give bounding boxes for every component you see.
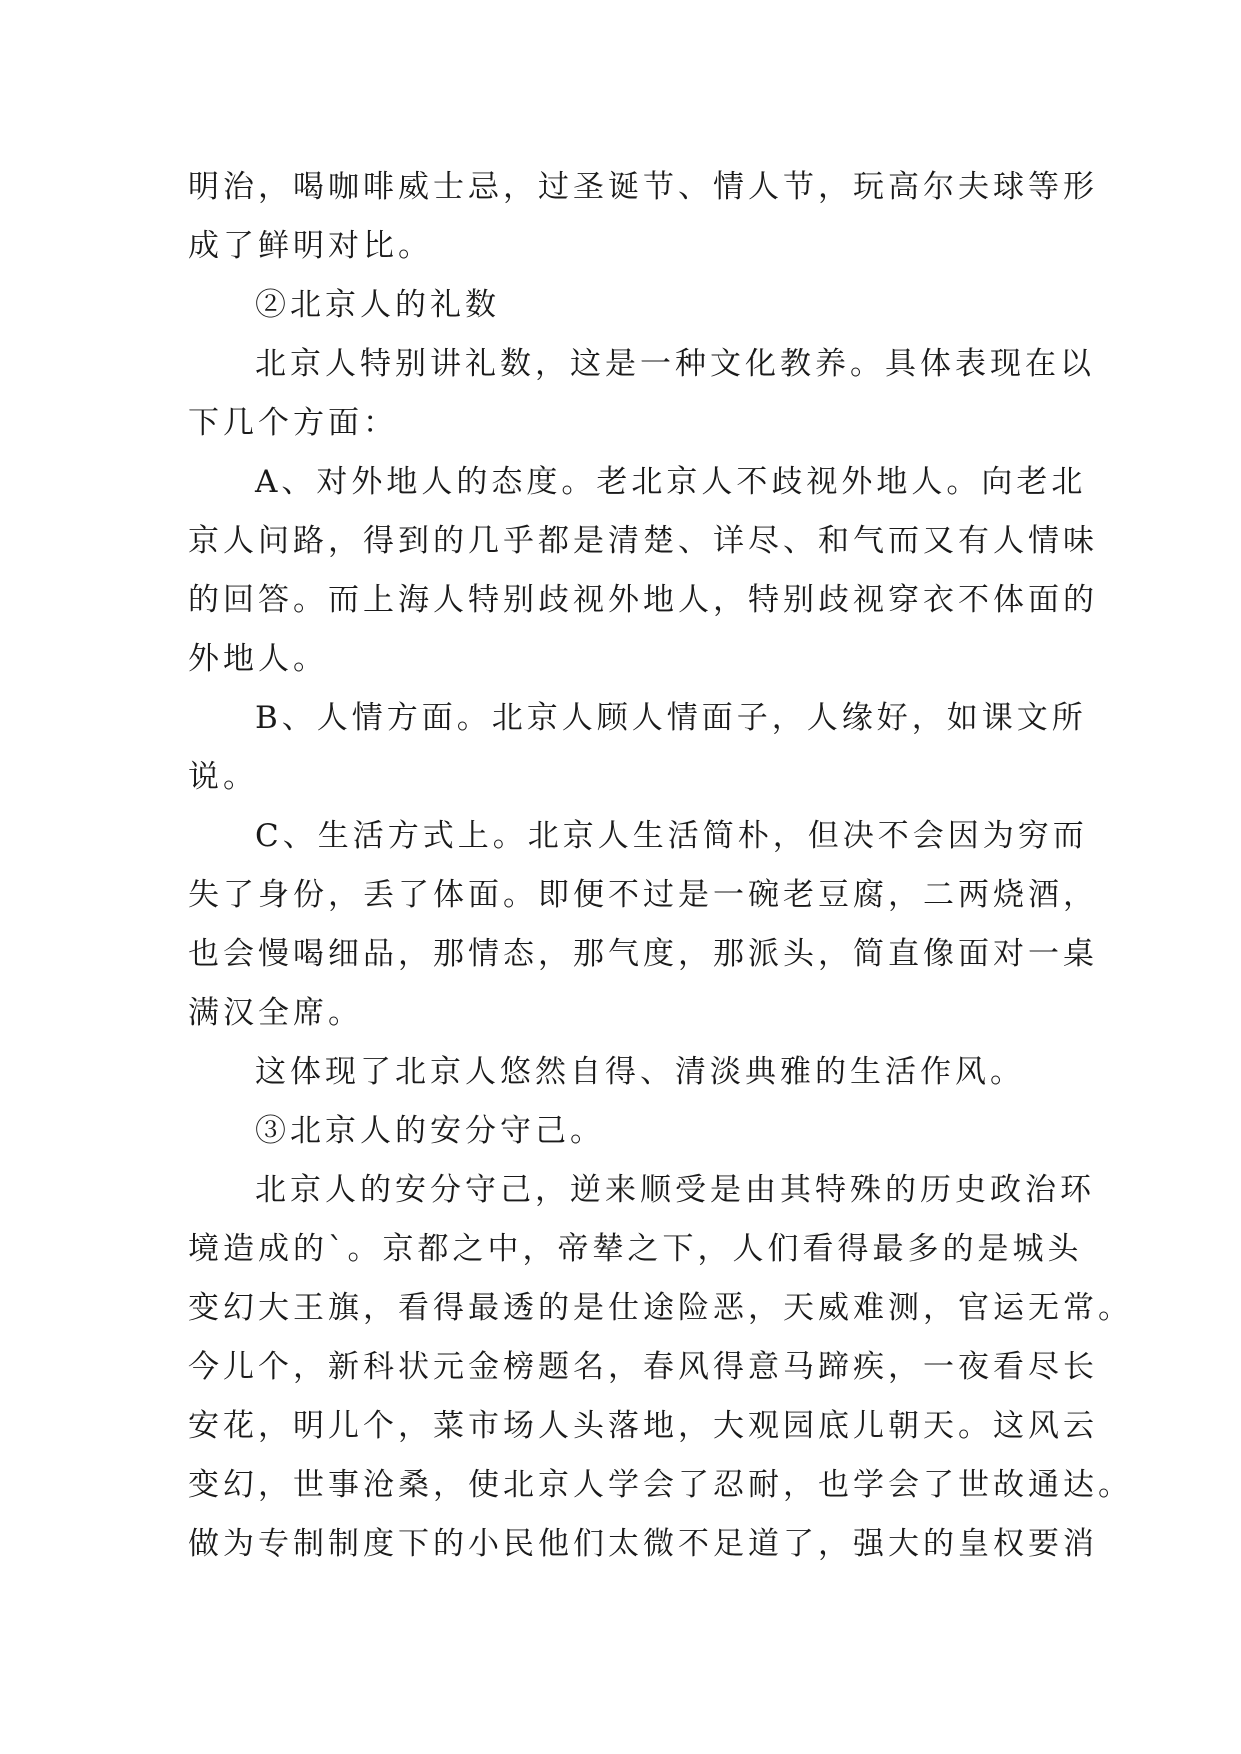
paragraph-line: 的回答。而上海人特别歧视外地人，特别歧视穿衣不体面的 <box>188 582 1098 618</box>
paragraph-line: 说。 <box>188 759 258 795</box>
paragraph-line: 满汉全席。 <box>188 995 363 1031</box>
paragraph-line: A、对外地人的态度。老北京人不歧视外地人。向老北 <box>255 464 1087 500</box>
paragraph-line: 下几个方面： <box>188 405 398 441</box>
paragraph-line: 北京人特别讲礼数，这是一种文化教养。具体表现在以 <box>255 346 1095 382</box>
paragraph-line: 外地人。 <box>188 641 328 677</box>
document-body <box>188 158 1133 1574</box>
paragraph-line: 变幻，世事沧桑，使北京人学会了忍耐，也学会了世故通达。 <box>188 1467 1133 1503</box>
paragraph-line: 北京人的安分守己，逆来顺受是由其特殊的历史政治环 <box>255 1172 1095 1208</box>
paragraph-line: 京人问路，得到的几乎都是清楚、详尽、和气而又有人情味 <box>188 523 1098 559</box>
paragraph-line: 安花，明儿个，菜市场人头落地，大观园底儿朝天。这风云 <box>188 1408 1098 1444</box>
paragraph-line: 境造成的`。京都之中，帝辇之下，人们看得最多的是城头 <box>188 1231 1083 1267</box>
paragraph-line: 变幻大王旗，看得最透的是仕途险恶，天威难测，官运无常。 <box>188 1290 1133 1326</box>
section-heading-contentment: ③北京人的安分守己。 <box>255 1113 605 1149</box>
paragraph-line: C、生活方式上。北京人生活简朴，但决不会因为穷而 <box>255 818 1088 854</box>
paragraph-line: 做为专制制度下的小民他们太微不足道了，强大的皇权要消 <box>188 1526 1098 1562</box>
text-line-continuation: 明治，喝咖啡威士忌，过圣诞节、情人节，玩高尔夫球等形 <box>188 169 1098 205</box>
paragraph-line: 这体现了北京人悠然自得、清淡典雅的生活作风。 <box>255 1054 1025 1090</box>
text-line-continuation: 成了鲜明对比。 <box>188 228 433 264</box>
paragraph-line: 失了身份，丢了体面。即便不过是一碗老豆腐，二两烧酒， <box>188 877 1098 913</box>
paragraph-line: 也会慢喝细品，那情态，那气度，那派头，简直像面对一桌 <box>188 936 1098 972</box>
paragraph-line: 今儿个，新科状元金榜题名，春风得意马蹄疾，一夜看尽长 <box>188 1349 1098 1385</box>
paragraph-line: B、人情方面。北京人顾人情面子，人缘好，如课文所 <box>255 700 1087 736</box>
section-heading-etiquette: ②北京人的礼数 <box>255 287 500 323</box>
